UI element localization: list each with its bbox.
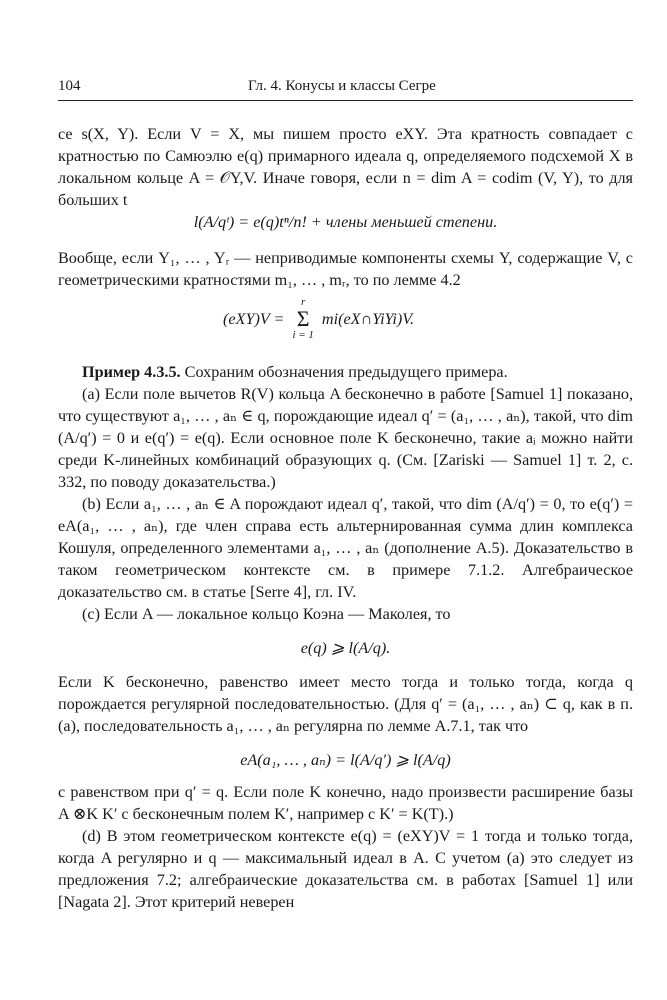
paragraph-example-a: (a) Если поле вычетов R(V) кольца A бесконечно в работе [Samuel 1] показано, что существуют a₁, … , aₙ ∈ q, порождающие идеал q′ = (a₁, … , aₙ), такой, что dim (A/q′) = 0 и e(q′) = e(q). Если основное поле K бесконечно, такие aᵢ можно найти среди K-линейных комбинаций образующих q. (См. [Zariski — Samuel 1] т. 2, с. 332, по поводу доказательства.): [58, 385, 633, 491]
paragraph-equality-case: Если K бесконечно, равенство имеет место тогда и только тогда, когда q порождается регулярной последовательностью. (Для q′ = (a₁, … , aₙ) ⊂ q, как в п.(a), последовательность a₁, … , aₙ регулярна по лемме A.7.1, так что: [58, 673, 633, 735]
running-title: Гл. 4. Конусы и классы Сегре: [248, 78, 436, 94]
formula-multiplicity-sum: [58, 291, 633, 349]
formula-sum-lhs: (eXY)V =: [223, 310, 285, 328]
example-heading: [58, 361, 633, 383]
paragraph-intro: се s(X, Y). Если V = X, мы пишем просто eXY. Эта кратность совпадает с кратностью по Самюэлю e(q) примарного идеала q, определяемого подсхемой X в локальном кольце A = 𝒪Y,V. Иначе говоря, если n = dim A = codim (V, Y), то для больших t: [58, 125, 633, 209]
paragraph-example-b: (b) Если a₁, … , aₙ ∈ A порождают идеал q′, такой, что dim (A/q′) = 0, то e(q′) = eA(a₁, … , aₙ), где член справа есть альтернированная сумма длин комплекса Кошуля, определенного элементами a₁, … , aₙ (дополнение A.5). Доказательство в таком геометрическом контексте см. в примере 7.1.2. Алгебраическое доказательство см. в статье [Serre 4], гл. IV.: [58, 495, 633, 601]
formula-sum-rhs: mi(eX∩YiYi)V.: [321, 310, 415, 328]
page-body: [58, 123, 633, 913]
sum-lower-limit: i = 1: [292, 329, 314, 341]
example-label: Пример 4.3.5.: [82, 363, 181, 381]
page-header: [58, 78, 633, 101]
example-intro-text: Сохраним обозначения предыдущего примера.: [184, 363, 508, 381]
formula-inequality: e(q) ⩾ l(A/q).: [300, 639, 391, 657]
formula-koszul-length: eA(a₁, … , aₙ) = l(A/q′) ⩾ l(A/q): [240, 751, 451, 769]
sigma-symbol: [292, 297, 313, 341]
formula-hilbert-samuel: l(A/qᵗ) = e(q)tⁿ/n! + члены меньшей степени.: [193, 213, 498, 231]
page-number: 104: [58, 78, 81, 94]
paragraph-base-extension: с равенством при q′ = q. Если поле K конечно, надо произвести расширение базы A ⊗K K′ с бесконечным полем K′, например с K′ = K(T).): [58, 783, 633, 823]
sum-upper-limit: r: [301, 296, 306, 308]
paragraph-example-c: (c) Если A — локальное кольцо Коэна — Маколея, то: [82, 605, 451, 623]
paragraph-example-d: (d) В этом геометрическом контексте e(q) = (eXY)V = 1 тогда и только тогда, когда A регулярно и q — максимальный идеал в A. С учетом (a) это следует из предложения 7.2; алгебраические доказательства см. в работах [Samuel 1] или [Nagata 2]. Этот критерий неверен: [58, 827, 633, 911]
paragraph-components: Вообще, если Y₁, … , Yᵣ — неприводимые компоненты схемы Y, содержащие V, с геометрическими кратностями m₁, … , mᵣ, то по лемме 4.2: [58, 249, 633, 289]
sum-sign: Σ: [296, 306, 310, 331]
